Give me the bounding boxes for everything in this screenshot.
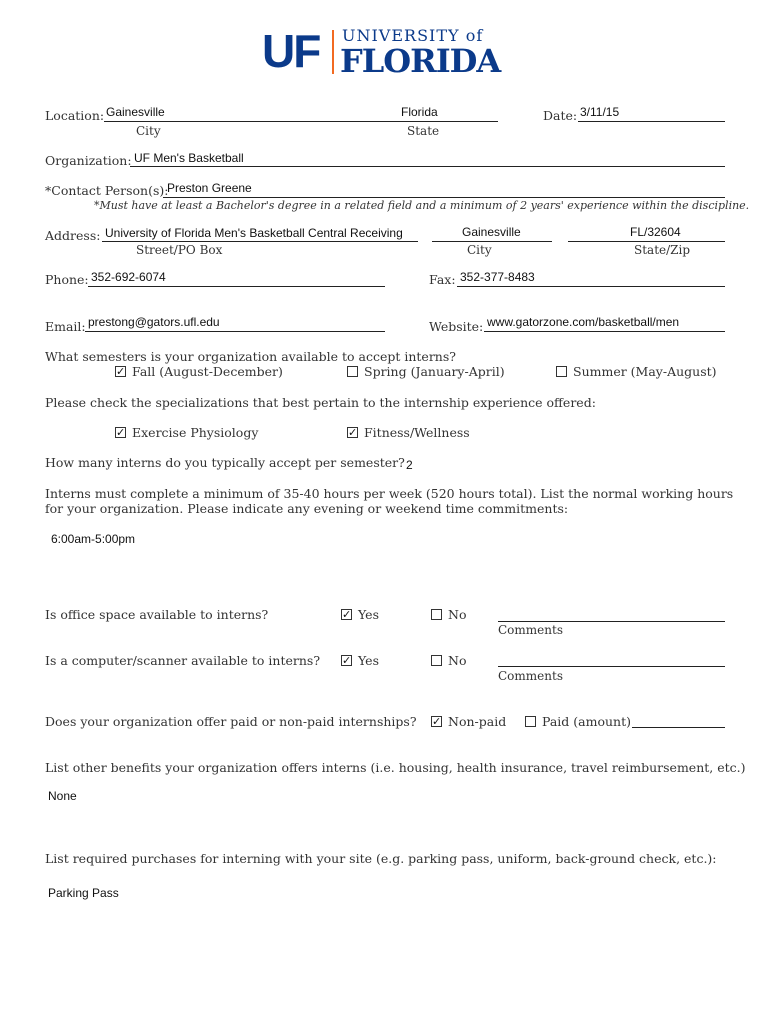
computer-question: Is a computer/scanner available to interns? [45, 653, 321, 668]
address-city-line [432, 241, 552, 242]
office-yes-label: Yes [358, 607, 379, 622]
fitness-wellness-label: Fitness/Wellness [364, 425, 470, 440]
paid-amount-line[interactable] [632, 727, 725, 728]
interns-count-question: How many interns do you typically accept per semester? [45, 455, 405, 470]
state-caption: State [407, 124, 440, 138]
hours-instructions-line2: for your organization. Please indicate any evening or weekend time commitments: [45, 501, 569, 516]
paid-label: Paid (amount) [542, 714, 631, 729]
contact-label: *Contact Person(s): [45, 183, 169, 198]
spring-label: Spring (January-April) [364, 364, 505, 379]
specializations-question: Please check the specializations that best pertain to the internship experience offered: [45, 395, 596, 410]
email-line [85, 331, 385, 332]
fall-label: Fall (August-December) [132, 364, 283, 379]
hours-value[interactable]: 6:00am-5:00pm [51, 532, 136, 546]
address-statezip-value[interactable]: FL/32604 [630, 225, 681, 239]
location-city-line [104, 121, 396, 122]
organization-label: Organization: [45, 153, 132, 168]
nonpaid-label: Non-paid [448, 714, 507, 729]
purchases-value[interactable]: Parking Pass [48, 886, 119, 900]
computer-comments-caption: Comments [498, 669, 563, 683]
exercise-physiology-checkbox[interactable]: ✓ [116, 426, 126, 439]
interns-count-value[interactable]: 2 [406, 458, 413, 472]
computer-yes-checkbox[interactable]: ✓ [342, 654, 352, 667]
phone-value[interactable]: 352-692-6074 [91, 270, 166, 284]
date-label: Date: [543, 108, 578, 123]
summer-checkbox[interactable] [556, 366, 567, 377]
office-yes-checkbox[interactable]: ✓ [342, 608, 352, 621]
logo-uf-mark: UF [262, 25, 320, 77]
office-space-question: Is office space available to interns? [45, 607, 269, 622]
fall-checkbox[interactable]: ✓ [116, 365, 126, 378]
paid-checkbox[interactable] [525, 716, 536, 727]
email-value[interactable]: prestong@gators.ufl.edu [88, 315, 220, 329]
benefits-value[interactable]: None [48, 789, 77, 803]
street-caption: Street/PO Box [136, 243, 223, 257]
date-line [578, 121, 725, 122]
contact-requirement-note: *Must have at least a Bachelor's degree in a related field and a minimum of 2 years' experience within the discipline. [94, 199, 750, 212]
semesters-question: What semesters is your organization available to accept interns? [45, 349, 456, 364]
phone-line [88, 286, 385, 287]
location-city-value[interactable]: Gainesville [106, 105, 165, 119]
benefits-question: List other benefits your organization offers interns (i.e. housing, health insurance, travel reimbursement, etc.) [45, 760, 746, 775]
computer-no-checkbox[interactable] [431, 655, 442, 666]
contact-value[interactable]: Preston Greene [167, 181, 252, 195]
location-label: Location: [45, 108, 105, 123]
address-statezip-line [568, 241, 725, 242]
website-value[interactable]: www.gatorzone.com/basketball/men [487, 315, 680, 329]
city-caption: City [136, 124, 161, 138]
address-city-caption: City [467, 243, 492, 257]
paid-question: Does your organization offer paid or non-paid internships? [45, 714, 417, 729]
location-state-value[interactable]: Florida [401, 105, 438, 119]
exercise-physiology-label: Exercise Physiology [132, 425, 259, 440]
logo-university-text: UNIVERSITY of [342, 26, 484, 45]
purchases-question: List required purchases for interning with your site (e.g. parking pass, uniform, back-ground check, etc.): [45, 851, 717, 866]
computer-no-label: No [448, 653, 467, 668]
fitness-wellness-checkbox[interactable]: ✓ [348, 426, 358, 439]
date-value[interactable]: 3/11/15 [580, 105, 620, 119]
organization-value[interactable]: UF Men's Basketball [134, 151, 244, 165]
fax-label: Fax: [429, 272, 456, 287]
computer-comments-line[interactable] [498, 666, 725, 667]
address-street-value[interactable]: University of Florida Men's Basketball Central Receiving [105, 226, 403, 240]
organization-line [130, 166, 725, 167]
location-state-line [396, 121, 498, 122]
fax-line [457, 286, 725, 287]
website-label: Website: [429, 319, 484, 334]
logo-divider [332, 30, 334, 74]
computer-yes-label: Yes [358, 653, 379, 668]
spring-checkbox[interactable] [347, 366, 358, 377]
fax-value[interactable]: 352-377-8483 [460, 270, 535, 284]
office-no-label: No [448, 607, 467, 622]
summer-label: Summer (May-August) [573, 364, 717, 379]
hours-instructions-line1: Interns must complete a minimum of 35-40 hours per week (520 hours total). List the normal working hours [45, 486, 734, 501]
email-label: Email: [45, 319, 86, 334]
nonpaid-checkbox[interactable]: ✓ [432, 715, 442, 728]
website-line [484, 331, 725, 332]
address-street-line [102, 241, 418, 242]
office-no-checkbox[interactable] [431, 609, 442, 620]
address-label: Address: [45, 228, 101, 243]
address-city-value[interactable]: Gainesville [462, 225, 521, 239]
statezip-caption: State/Zip [634, 243, 691, 257]
logo-florida-text: FLORIDA [340, 42, 501, 80]
office-comments-caption: Comments [498, 623, 563, 637]
office-comments-line[interactable] [498, 621, 725, 622]
contact-line [163, 197, 725, 198]
phone-label: Phone: [45, 272, 89, 287]
